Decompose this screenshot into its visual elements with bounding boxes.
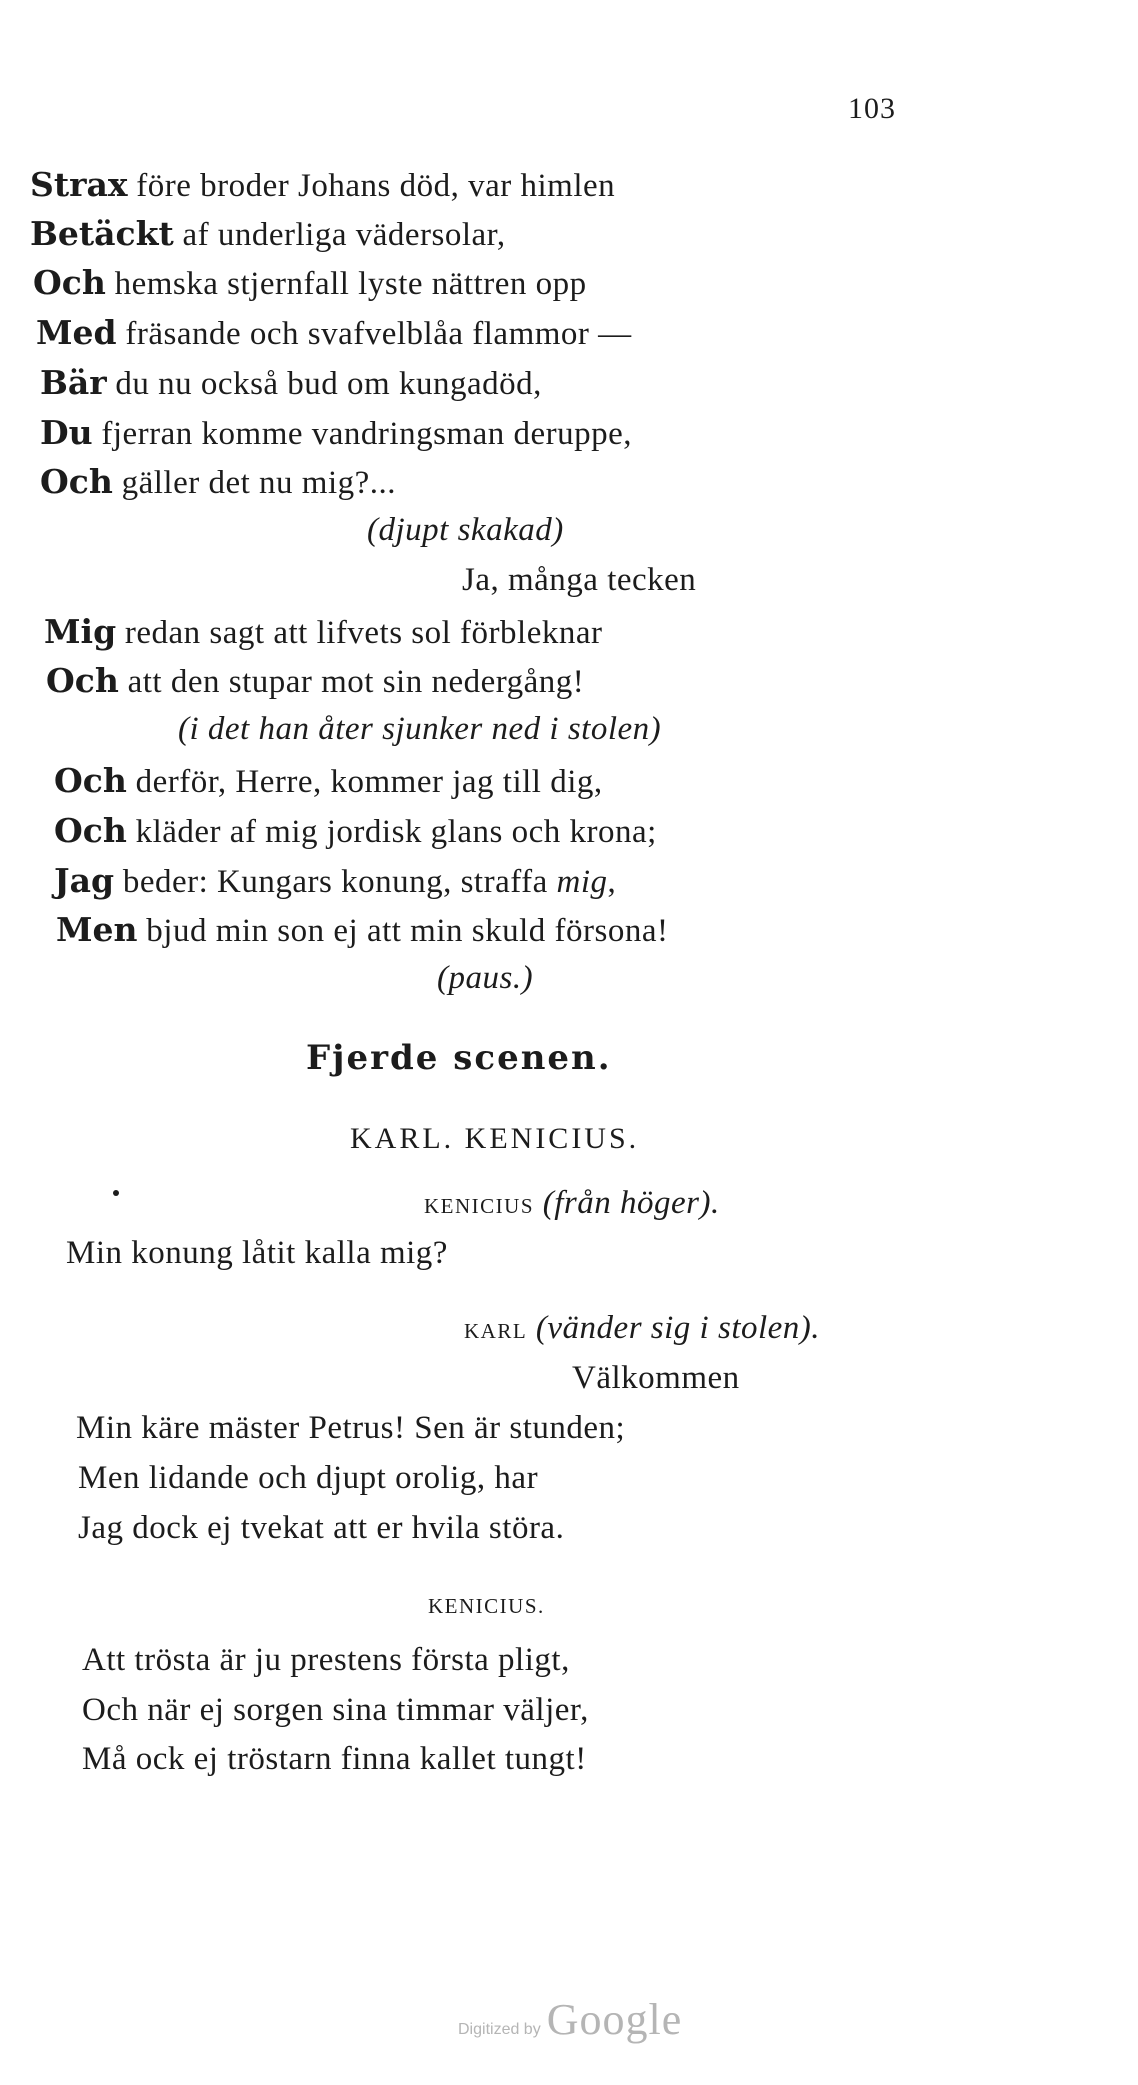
speaker-tag bbox=[464, 1310, 820, 1347]
verse-line-lead: Jag bbox=[54, 861, 115, 900]
verse-line-lead: Bär bbox=[40, 363, 107, 402]
speaker-name: KENICIUS bbox=[424, 1194, 534, 1218]
verse-line-lead: Och bbox=[54, 761, 127, 800]
verse-line bbox=[30, 165, 615, 205]
verse-line: Min konung låtit kalla mig? bbox=[66, 1235, 448, 1271]
verse-line bbox=[46, 661, 584, 701]
verse-line-lead: Strax bbox=[30, 165, 128, 204]
verse-line-lead: Och bbox=[40, 462, 113, 501]
verse-line: Min käre mäster Petrus! Sen är stunden; bbox=[76, 1410, 626, 1446]
verse-line-text: derför, Herre, kommer jag till dig, bbox=[135, 764, 603, 800]
google-logo: Google bbox=[546, 1995, 683, 2044]
verse-line-text: , bbox=[607, 864, 617, 900]
verse-line bbox=[36, 313, 632, 353]
bullet-mark bbox=[113, 1190, 119, 1196]
verse-line-lead: Mig bbox=[44, 612, 117, 651]
watermark-prefix: Digitized by bbox=[458, 2021, 541, 2038]
verse-line-lead: Du bbox=[40, 413, 93, 452]
verse-line bbox=[40, 462, 396, 502]
stage-direction: (djupt skakad) bbox=[367, 512, 564, 548]
verse-line bbox=[56, 910, 668, 950]
verse-line-text: af underliga vädersolar, bbox=[182, 217, 506, 253]
verse-line-text: bjud min son ej att min skuld försona! bbox=[146, 913, 669, 949]
verse-line-text: hemska stjernfall lyste nättren opp bbox=[114, 266, 587, 302]
verse-line bbox=[30, 214, 506, 254]
verse-line-text: fräsande och svafvelblåa flammor — bbox=[125, 316, 632, 352]
verse-line-lead: Men bbox=[56, 910, 138, 949]
stage-direction: (från höger). bbox=[542, 1185, 720, 1221]
verse-line-text: du nu också bud om kungadöd, bbox=[115, 366, 542, 402]
verse-line bbox=[54, 811, 657, 851]
verse-line-text: att den stupar mot sin nedergång! bbox=[127, 664, 585, 700]
verse-line-lead: Med bbox=[36, 313, 117, 352]
stage-direction: (vänder sig i stolen). bbox=[535, 1310, 821, 1346]
verse-line-lead: Och bbox=[46, 661, 119, 700]
stage-direction: (i det han åter sjunker ned i stolen) bbox=[178, 711, 662, 747]
verse-line-text: beder: Kungars konung, straffa bbox=[122, 864, 557, 900]
character-list: KARL. KENICIUS. bbox=[350, 1122, 640, 1155]
verse-line-text: före broder Johans död, var himlen bbox=[136, 168, 616, 204]
stage-direction: (paus.) bbox=[437, 960, 534, 996]
verse-line-text: fjerran komme vandringsman deruppe, bbox=[101, 416, 633, 452]
verse-line-lead: Och bbox=[33, 263, 106, 302]
page-number: 103 bbox=[848, 92, 896, 125]
scene-heading: Fjerde scenen. bbox=[306, 1038, 612, 1078]
verse-line-lead: Betäckt bbox=[30, 214, 174, 253]
verse-line bbox=[40, 363, 542, 403]
speaker-name: KENICIUS. bbox=[428, 1594, 545, 1618]
verse-line-text: redan sagt att lifvets sol förbleknar bbox=[124, 615, 603, 651]
verse-line: Må ock ej tröstarn finna kallet tungt! bbox=[82, 1741, 587, 1777]
verse-line: Jag dock ej tvekat att er hvila störa. bbox=[78, 1510, 565, 1546]
speaker-tag bbox=[424, 1185, 720, 1222]
verse-line bbox=[54, 861, 616, 901]
verse-line-text: gäller det nu mig?... bbox=[121, 465, 397, 501]
verse-line-emphasis: mig bbox=[556, 864, 608, 900]
verse-half-line: Ja, många tecken bbox=[462, 562, 697, 598]
verse-line: Att trösta är ju prestens första pligt, bbox=[82, 1642, 570, 1678]
verse-line bbox=[44, 612, 603, 652]
verse-line-text: kläder af mig jordisk glans och krona; bbox=[135, 814, 657, 850]
verse-line: Men lidande och djupt orolig, har bbox=[78, 1460, 539, 1496]
digitized-watermark bbox=[458, 1994, 682, 2045]
speaker-name: KARL bbox=[464, 1319, 528, 1343]
verse-line bbox=[54, 761, 603, 801]
verse-line bbox=[40, 413, 632, 453]
verse-line: Och när ej sorgen sina timmar väljer, bbox=[82, 1692, 589, 1728]
verse-line-lead: Och bbox=[54, 811, 127, 850]
verse-line bbox=[33, 263, 587, 303]
verse-half-line: Välkommen bbox=[572, 1360, 740, 1396]
